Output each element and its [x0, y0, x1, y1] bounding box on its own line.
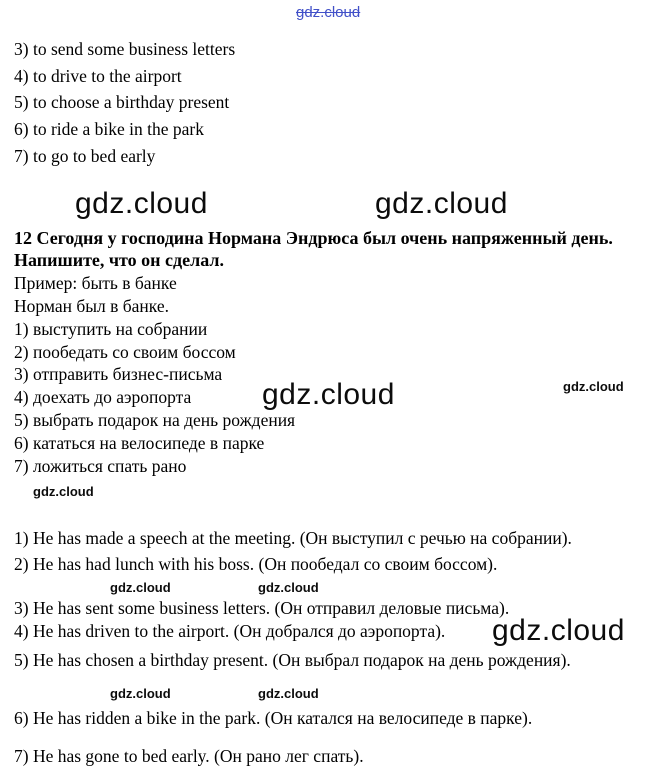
- infinitive-item: 3) to send some business letters: [14, 39, 236, 59]
- task-item: 6) кататься на велосипеде в парке: [14, 433, 265, 453]
- watermark: gdz.cloud: [492, 614, 625, 647]
- answer-line: 1) He has made a speech at the meeting. (Он выступил с речью на собрании).: [14, 528, 572, 548]
- task-example: Пример: быть в банке: [14, 273, 177, 293]
- infinitive-item: 5) to choose a birthday present: [14, 92, 230, 112]
- watermark: gdz.cloud: [262, 378, 395, 411]
- task-item: 4) доехать до аэропорта: [14, 387, 192, 407]
- watermark: gdz.cloud: [33, 484, 94, 499]
- answer-line: 3) He has sent some business letters. (Он отправил деловые письма).: [14, 598, 510, 618]
- watermark: gdz.cloud: [375, 187, 508, 220]
- answer-line: 7) He has gone to bed early. (Он рано лег спать).: [14, 746, 364, 766]
- infinitive-item: 6) to ride a bike in the park: [14, 119, 205, 139]
- watermark: gdz.cloud: [258, 686, 319, 701]
- task-heading: 12 Сегодня у господина Нормана Эндрюса был очень напряженный день. Напишите, что он сделал.: [14, 228, 613, 270]
- answer-line: 4) He has driven to the airport. (Он добрался до аэропорта).: [14, 621, 446, 641]
- infinitive-item: 7) to go to bed early: [14, 146, 156, 166]
- watermark: gdz.cloud: [258, 580, 319, 595]
- task-item: 5) выбрать подарок на день рождения: [14, 410, 296, 430]
- task-item: 2) пообедать со своим боссом: [14, 342, 236, 362]
- answer-line: 6) He has ridden a bike in the park. (Он катался на велосипеде в парке).: [14, 708, 533, 728]
- watermark: gdz.cloud: [110, 580, 171, 595]
- task-item: 1) выступить на собрании: [14, 319, 208, 339]
- watermark: gdz.cloud: [563, 379, 624, 394]
- answer-line: 5) He has chosen a birthday present. (Он выбрал подарок на день рождения).: [14, 650, 571, 670]
- watermark: gdz.cloud: [75, 187, 208, 220]
- watermark: gdz.cloud: [110, 686, 171, 701]
- answer-line: 2) He has had lunch with his boss. (Он пообедал со своим боссом).: [14, 554, 498, 574]
- watermark-link[interactable]: gdz.cloud: [296, 4, 361, 21]
- task-example-answer: Норман был в банке.: [14, 296, 169, 316]
- infinitive-item: 4) to drive to the airport: [14, 66, 182, 86]
- task-item: 3) отправить бизнес-письма: [14, 364, 223, 384]
- task-item: 7) ложиться спать рано: [14, 456, 187, 476]
